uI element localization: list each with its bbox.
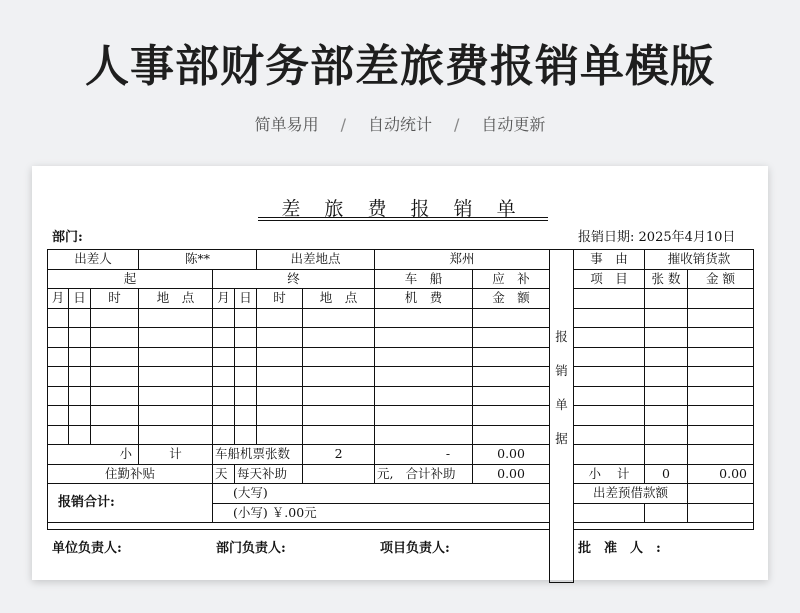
subtitle-item-easy: 简单易用: [254, 115, 319, 134]
table-row: [48, 347, 550, 367]
commute-row: [48, 464, 550, 484]
table-row: [574, 367, 754, 387]
vertical-char: 据: [555, 431, 568, 446]
table-row: [48, 308, 550, 328]
right-subtotal-count: 0: [645, 464, 688, 484]
matter-label: 事 由: [574, 250, 645, 270]
commute-label: 住勤补贴: [48, 464, 213, 484]
table-row: [574, 308, 754, 328]
subtitle-item-update: 自动更新: [481, 115, 546, 134]
right-subtotal-row: [574, 464, 754, 484]
table-row: [574, 445, 754, 465]
day-header: 日: [235, 289, 257, 309]
dept-head-label: 部门负责人:: [216, 541, 286, 556]
traveler-value: 陈**: [139, 250, 257, 270]
days-label: 天: [213, 464, 235, 484]
page-subtitle: [0, 112, 800, 135]
table-row: [574, 289, 754, 309]
item-header: 项 目: [574, 269, 645, 289]
form-title: 差 旅 费 报 销 单: [281, 198, 525, 220]
table-row: [574, 328, 754, 348]
project-head-label: 项目负责人:: [380, 541, 450, 556]
total-lower-value: ￥.00元: [271, 504, 317, 520]
right-subtotal-amount: 0.00: [688, 464, 754, 484]
title-underline: [258, 220, 548, 221]
vertical-label-column: [549, 249, 574, 583]
vertical-char: 报: [555, 329, 568, 344]
location-header: 地 点: [139, 289, 213, 309]
transport-header-top: 车 船: [375, 269, 473, 289]
approver-label: 批 准 人 :: [578, 541, 661, 556]
date-field: [578, 226, 735, 245]
ticket-count-label: 车船机票张数: [213, 445, 303, 465]
total-upper-row: [48, 484, 550, 504]
subtotal-row: [48, 445, 550, 465]
vertical-char: 销: [555, 363, 568, 378]
total-allowance-label: 元, 合计补助: [375, 464, 473, 484]
allow-header-top: 应 补: [473, 269, 550, 289]
spacer-row: [48, 523, 550, 530]
ticket-count[interactable]: 2: [303, 445, 375, 465]
allow-header-bottom: 金 额: [473, 289, 550, 309]
transport-header-bottom: 机 费: [375, 289, 473, 309]
allow-subtotal: 0.00: [473, 445, 550, 465]
amount-header: 金 额: [688, 269, 754, 289]
daily-allowance-label: 每天补助: [235, 464, 303, 484]
total-upper-field[interactable]: (大写): [213, 484, 550, 504]
receipts-table: [573, 249, 754, 530]
month-header: 月: [213, 289, 235, 309]
location-header: 地 点: [303, 289, 375, 309]
place-label: 出差地点: [257, 250, 375, 270]
day-header: 日: [69, 289, 91, 309]
time-header: 时: [91, 289, 139, 309]
date-value: 2025年4月10日: [638, 230, 736, 245]
count-header: 张 数: [645, 269, 688, 289]
page-title: 人事部财务部差旅费报销单模版: [85, 41, 715, 92]
total-allowance-amount: 0.00: [473, 464, 550, 484]
time-header: 时: [257, 289, 303, 309]
table-row: [574, 347, 754, 367]
vertical-char: 单: [555, 397, 568, 412]
total-lower-field[interactable]: (小写) ￥.00元: [213, 503, 550, 523]
spacer-row: [574, 523, 754, 530]
travel-table: [47, 249, 550, 530]
transport-subtotal: -: [375, 445, 473, 465]
title-underline: [258, 217, 548, 218]
table-row: [574, 406, 754, 426]
matter-value: 摧收销货款: [645, 250, 754, 270]
table-row: [574, 386, 754, 406]
reimburse-total-label: 报销合计:: [48, 484, 213, 523]
month-header: 月: [48, 289, 69, 309]
start-header: 起: [48, 269, 213, 289]
table-row: [48, 386, 550, 406]
table-row: [574, 425, 754, 445]
table-row: [48, 367, 550, 387]
right-subtotal-label: 小 计: [574, 464, 645, 484]
end-header: 终: [213, 269, 375, 289]
table-row: [48, 406, 550, 426]
dept-label: 部门:: [52, 230, 83, 245]
subtotal-label-right: 计: [139, 445, 213, 465]
table-row: [48, 328, 550, 348]
traveler-label: 出差人: [48, 250, 139, 270]
unit-head-label: 单位负责人:: [52, 541, 122, 556]
subtitle-separator: /: [340, 115, 346, 134]
date-label: 报销日期:: [578, 230, 635, 245]
subtitle-separator: /: [454, 115, 460, 134]
subtitle-item-stats: 自动统计: [367, 115, 432, 134]
daily-allowance-value[interactable]: [303, 464, 375, 484]
advance-value[interactable]: [688, 484, 754, 504]
table-row: [48, 425, 550, 445]
advance-label: 出差预借款额: [574, 484, 688, 504]
place-value: 郑州: [375, 250, 550, 270]
subtotal-label-left: 小: [48, 445, 139, 465]
